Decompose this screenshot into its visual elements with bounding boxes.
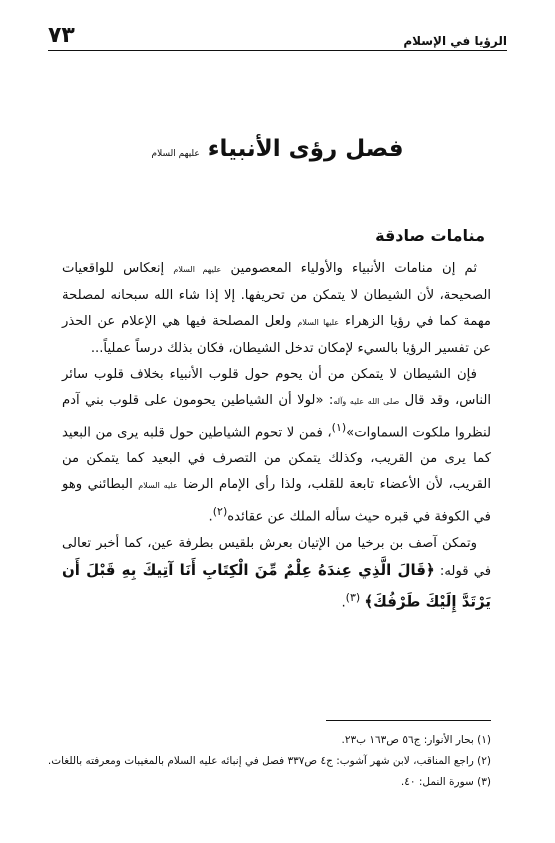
p1-honorific-2: عليها السلام	[297, 318, 340, 327]
quran-verse: ﴿قَالَ الَّذِي عِندَهُ عِلْمٌ مِّنَ الْكِتَابِ أَنَا آتِيكَ بِهِ قَبْلَ أَن يَرْتَدَّ إِلَيْكَ طَرْفُكَ﴾	[62, 560, 491, 611]
section-title: منامات صادقة	[375, 226, 485, 245]
body-text	[62, 256, 491, 616]
footnote-3: (٣) سورة النمل: ٤٠.	[400, 776, 491, 788]
p2-part-d: البطائني وهو في الكوفة في قبره حيث سأله الملك عن عقائده	[62, 477, 491, 525]
p2-honorific-2: عليه السلام	[138, 481, 178, 491]
p1-part-b: إنعكاس للواقعيات الصحيحة، لأن الشيطان لا يتمكن من تحريفها. إلا إذا شاء الله سبحانه لمصلحة مهمة كما في رؤيا الزهراء	[62, 261, 491, 329]
p2-part-b: : «لولا أن الشياطين يحومون على قلوب بني آدم لنظروا ملكوت السماوات»	[62, 393, 491, 441]
p3-footnote-ref[interactable]: (٣)	[345, 590, 361, 604]
p2-part-c: ، فمن لا تحوم الشياطين حول قلبه يرى من البعيد كما يرى من القريب، وكذلك يتمكن من التصرف في البعيد كما يتمكن من القريب، لأن الأعضاء تابعة للقلب، ولذا رأى الإمام الرضا	[62, 425, 491, 493]
page-number: ٧٣	[48, 23, 75, 48]
chapter-honorific: عليهم السلام	[151, 149, 200, 159]
p2-honorific: صلى الله عليه وآله	[333, 397, 400, 406]
chapter-title	[40, 136, 515, 162]
running-header	[48, 18, 507, 51]
p3-part-b: .	[341, 595, 346, 611]
p1-part-a: ثم إن منامات الأنبياء والأولياء المعصومين	[230, 261, 477, 276]
paragraph-2	[62, 362, 491, 531]
chapter-title-text: فصل رؤى الأنبياء	[207, 136, 404, 162]
running-title: الرؤيا في الإسلام	[403, 34, 507, 48]
p2-part-a: فإن الشيطان لا يتمكن من أن يحوم حول قلوب الأنبياء بخلاف قلوب سائر الناس، وقد قال	[62, 367, 491, 408]
p1-part-c: ولعل المصلحة فيها هي الإعلام عن الحذر عن تفسير الرؤيا بالسيء لإمكان تدخل الشيطان، فكان بذلك درساً عملياً...	[62, 314, 491, 356]
p3-part-a: وتمكن آصف بن برخيا من الإتيان بعرش بلقيس بطرفة عين، كما أخبر تعالى في قوله:	[62, 535, 492, 579]
p2-footnote-ref-1[interactable]: (١)	[331, 421, 347, 434]
p2-part-e: .	[208, 509, 213, 525]
p2-footnote-ref-2[interactable]: (٢)	[212, 505, 228, 519]
footnote-1: (١) بحار الأنوار: ج٥٦ ص١٦٣ ب٢٣.	[341, 734, 491, 746]
footnotes	[47, 730, 491, 793]
p1-honorific: عليهم السلام	[173, 265, 222, 274]
paragraph-1	[62, 256, 491, 362]
footnote-2: (٢) راجع المناقب، لابن شهر آشوب: ج٤ ص٣٣٧ فصل في إنبائه عليه السلام بالمغيبات ومعرفته باللغات.	[47, 755, 491, 767]
paragraph-3	[62, 531, 491, 616]
footnote-divider	[326, 720, 491, 721]
